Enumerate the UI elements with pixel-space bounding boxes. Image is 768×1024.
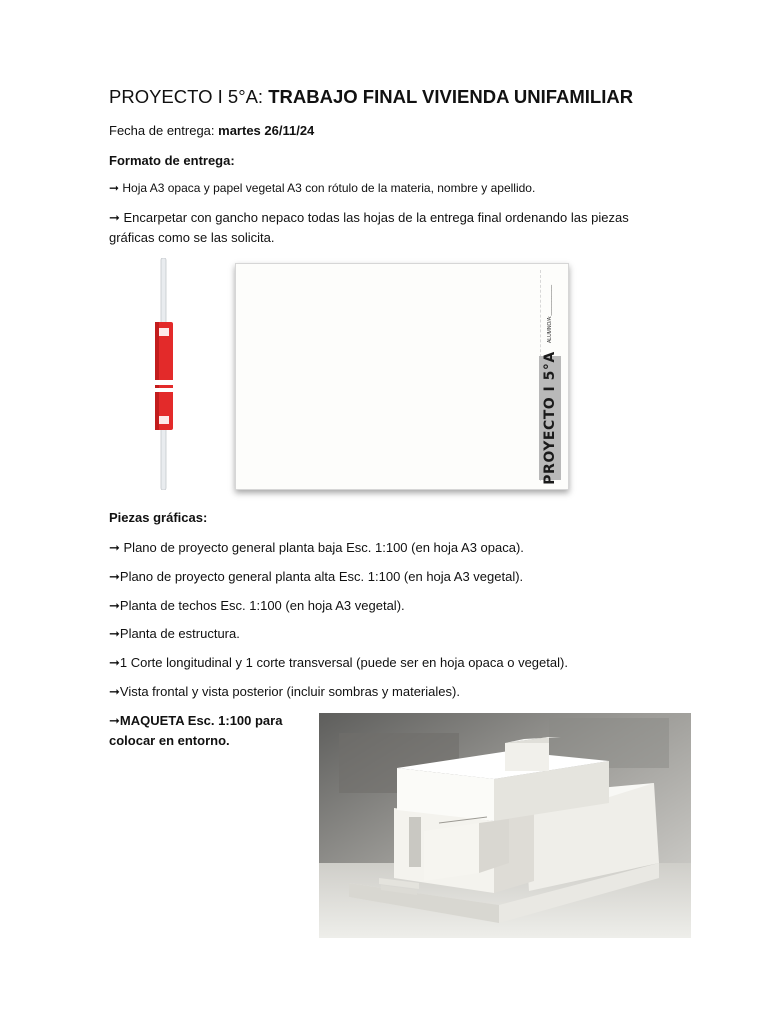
format-item-1: ➞ Hoja A3 opaca y papel vegetal A3 con rótulo de la materia, nombre y apellido.	[109, 181, 536, 195]
pieces-item-5: ➞1 Corte longitudinal y 1 corte transversal (puede ser en hoja opaca o vegetal).	[109, 655, 568, 670]
title-main: TRABAJO FINAL VIVIENDA UNIFAMILIAR	[268, 86, 634, 107]
format-heading: Formato de entrega:	[109, 153, 235, 168]
binder-clip-image	[150, 258, 178, 490]
pieces-item-3: ➞Planta de techos Esc. 1:100 (en hoja A3 vegetal).	[109, 598, 405, 613]
title-prefix: PROYECTO I 5°A:	[109, 86, 269, 107]
sheet-student-label: ALUMNO/A:___________	[547, 284, 553, 344]
a3-sheet-image	[235, 263, 569, 490]
delivery-date-value: martes 26/11/24	[218, 123, 315, 138]
pieces-item-4: ➞Planta de estructura.	[109, 626, 240, 641]
delivery-date	[109, 123, 314, 138]
sheet-label: PROYECTO I 5°A	[542, 351, 558, 485]
maqueta-line-2: colocar en entorno.	[109, 733, 230, 748]
page-title	[109, 86, 633, 108]
architectural-model-photo	[319, 713, 691, 938]
format-item-2: ➞ Encarpetar con gancho nepaco todas las hojas de la entrega final ordenando las piezas gráficas como se las solicita.	[109, 210, 629, 245]
pieces-item-6: ➞Vista frontal y vista posterior (incluir sombras y materiales).	[109, 684, 460, 699]
pieces-heading: Piezas gráficas:	[109, 510, 208, 525]
pieces-item-1: ➞ Plano de proyecto general planta baja Esc. 1:100 (en hoja A3 opaca).	[109, 540, 524, 555]
maqueta-line-1: ➞MAQUETA Esc. 1:100 para	[109, 713, 283, 728]
pieces-item-2: ➞Plano de proyecto general planta alta Esc. 1:100 (en hoja A3 vegetal).	[109, 569, 524, 584]
delivery-date-label: Fecha de entrega:	[109, 123, 219, 138]
